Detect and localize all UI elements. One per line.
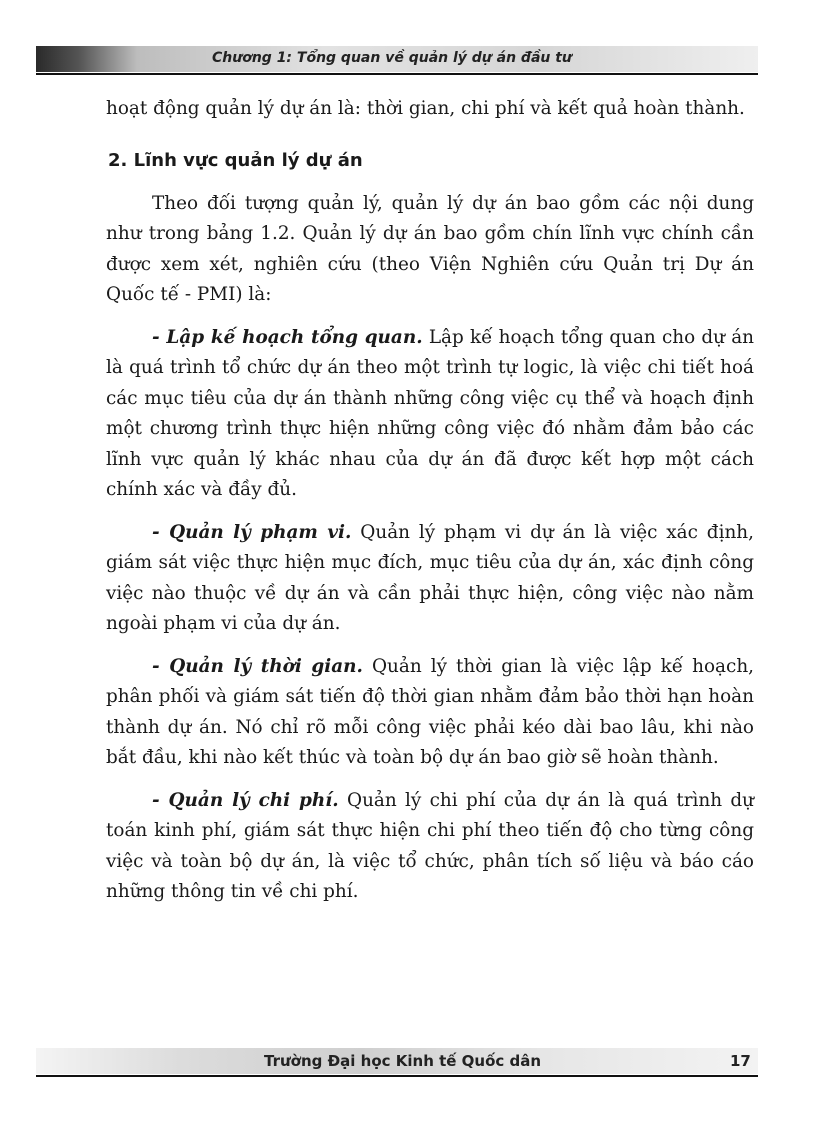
definition-scope-management: Quản lý phạm vi dự án là việc xác định, giám sát việc thực hiện mục đích, mục tiêu của dự án, xác định công việc nào thuộc về dự án và cần phải thực hiện, công việc nào nằm ngoài phạm vi của dự án. (106, 521, 754, 634)
term-scope-management: Quản lý phạm vi. (169, 521, 352, 543)
footer-rule (36, 1075, 758, 1077)
page-header (36, 46, 758, 72)
body-text (108, 94, 754, 908)
definition-time-management: Quản lý thời gian là việc lập kế hoạch, phân phối và giám sát tiến độ thời gian nhằm đảm bảo thời hạn hoàn thành dự án. Nó chỉ rõ mỗi công việc phải kéo dài bao lâu, khi nào bắt đầu, khi nào kết thúc và toàn bộ dự án bao giờ sẽ hoàn thành. (106, 655, 755, 768)
section-heading: 2. Lĩnh vực quản lý dự án (108, 149, 363, 171)
university-name: Trường Đại học Kinh tế Quốc dân (264, 1052, 542, 1070)
bullet-dash: - (152, 521, 170, 543)
paragraph-time-management (106, 652, 754, 774)
paragraph-continuation: hoạt động quản lý dự án là: thời gian, chi phí và kết quả hoàn thành. (106, 98, 745, 119)
term-overall-planning: Lập kế hoạch tổng quan. (166, 326, 423, 348)
chapter-title: Chương 1: Tổng quan về quản lý dự án đầu tư (212, 50, 572, 66)
header-rule (36, 73, 758, 75)
bullet-dash: - (152, 655, 170, 677)
page-number: 17 (730, 1052, 751, 1070)
definition-overall-planning: Lập kế hoạch tổng quan cho dự án là quá trình tổ chức dự án theo một trình tự logic, là việc chi tiết hoá các mục tiêu của dự án thành những công việc cụ thể và hoạch định một chương trình thực hiện những công việc đó nhằm đảm bảo các lĩnh vực quản lý khác nhau của dự án đã được kết hợp một cách chính xác và đầy đủ. (106, 326, 754, 500)
paragraph-intro: Theo đối tượng quản lý, quản lý dự án bao gồm các nội dung như trong bảng 1.2. Quản lý dự án bao gồm chín lĩnh vực chính cần được xem xét, nghiên cứu (theo Viện Nghiên cứu Quản trị Dự án Quốc tế - PMI) là: (106, 192, 754, 305)
bullet-dash: - (152, 789, 169, 811)
page-footer (36, 1048, 758, 1074)
paragraph-scope-management (106, 518, 754, 640)
term-cost-management: Quản lý chi phí. (168, 789, 339, 811)
term-time-management: Quản lý thời gian. (169, 655, 363, 677)
paragraph-overall-planning (106, 323, 754, 506)
bullet-dash: - (152, 326, 167, 348)
definition-cost-management: Quản lý chi phí của dự án là quá trình dự toán kinh phí, giám sát thực hiện chi phí theo tiến độ cho từng công việc và toàn bộ dự án, là việc tổ chức, phân tích số liệu và báo cáo những thông tin về chi phí. (106, 789, 755, 902)
paragraph-cost-management (106, 786, 754, 908)
